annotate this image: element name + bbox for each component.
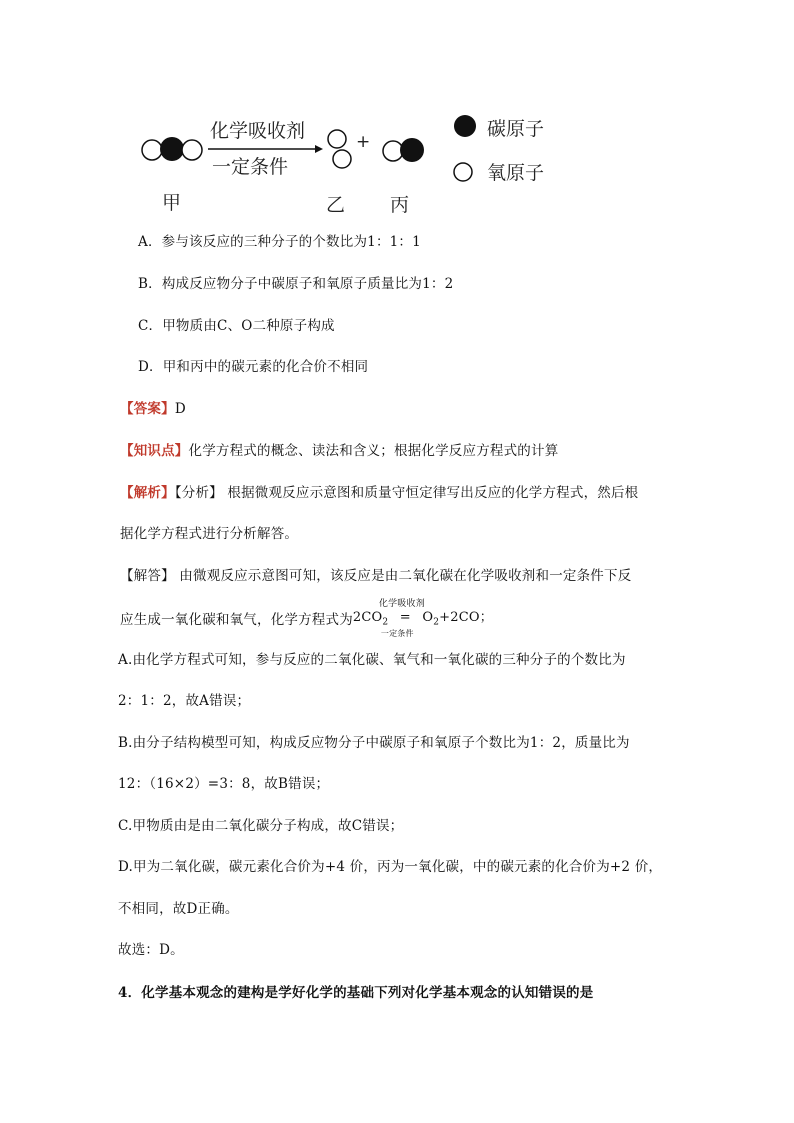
solution-a-2: 2：1：2，故A错误； [118,693,251,709]
eq-condition-top: 化学吸收剂 [378,599,425,609]
answer-line [120,399,186,419]
solution-b-2: 12：（16×2）=3：8，故B错误； [118,776,330,792]
solution-choose: 故选：D。 [118,942,184,958]
analysis-tag: 【解析】 [120,485,175,501]
solution-line-1 [120,566,631,586]
answer-value: D [174,401,186,417]
eq-left: 2CO [352,610,383,625]
eq-right-2: +2CO； [439,610,493,625]
solution-d-1: D.甲为二氧化碳，碳元素化合价为+4 价，丙为一氧化碳，中的碳元素的化合价为+2 价， [118,859,663,875]
option-b: B．构成反应物分子中碳原子和氧原子质量比为1：2 [138,276,454,292]
eq-left-sub: 2 [382,617,389,628]
analysis-line-2: 据化学方程式进行分析解答。 [120,526,299,542]
legend-oxygen-label: 氧原子 [487,162,545,184]
eq-right-sub: 2 [433,617,440,628]
analysis-subtag: 【分析】 [174,485,223,501]
knowledge-value: 化学方程式的概念、读法和含义；根据化学反应方程式的计算 [188,443,559,459]
knowledge-line [120,441,558,461]
solution-line-2 [120,599,493,638]
eq-right: O [422,610,434,625]
option-a: A．参与该反应的三种分子的个数比为1：1：1 [138,234,421,250]
knowledge-tag: 【知识点】 [120,443,189,459]
molecule-jia [142,137,202,161]
chemical-equation [352,599,493,638]
legend-carbon-icon [454,115,476,137]
analysis-line-1 [120,483,638,503]
plus-sign: + [356,132,371,152]
label-jia: 甲 [162,192,182,214]
legend-oxygen-icon [454,163,472,181]
analysis-text-1: 根据微观反应示意图和质量守恒定律写出反应的化学方程式，然后根 [222,485,639,501]
solution-text-1: 由微观反应示意图可知，该反应是由二氧化碳在化学吸收剂和一定条件下反 [174,568,632,584]
answer-tag: 【答案】 [120,401,175,417]
option-d: D．甲和丙中的碳元素的化合价不相同 [138,359,369,375]
solution-tag: 【解答】 [120,568,175,584]
legend-carbon-label: 碳原子 [487,118,545,140]
solution-b-1: B.由分子结构模型可知，构成反应物分子中碳原子和氧原子个数比为1：2，质量比为 [118,735,630,751]
arrow-top-label: 化学吸收剂 [210,120,306,142]
solution-d-2: 不相同，故D正确。 [118,901,239,917]
option-c: C．甲物质由C、O二种原子构成 [138,318,335,334]
molecule-yi [328,130,351,168]
solution-c-1: C.甲物质由是由二氧化碳分子构成，故C错误； [118,818,404,834]
molecule-bing [383,138,424,162]
eq-condition-bottom: 一定条件 [380,629,414,638]
next-question: 4．化学基本观念的建构是学好化学的基础下列对化学基本观念的认知错误的是 [118,985,594,1001]
solution-a-1: A.由化学方程式可知，参与反应的二氧化碳、氧气和一氧化碳的三种分子的个数比为 [118,652,626,668]
label-bing: 丙 [390,194,410,216]
eq-mid: = [399,610,411,625]
reaction-diagram [130,100,580,220]
label-yi: 乙 [326,194,346,216]
arrow-bottom-label: 一定条件 [212,156,289,178]
solution-text-2: 应生成一氧化碳和氧气，化学方程式为 [120,611,353,628]
